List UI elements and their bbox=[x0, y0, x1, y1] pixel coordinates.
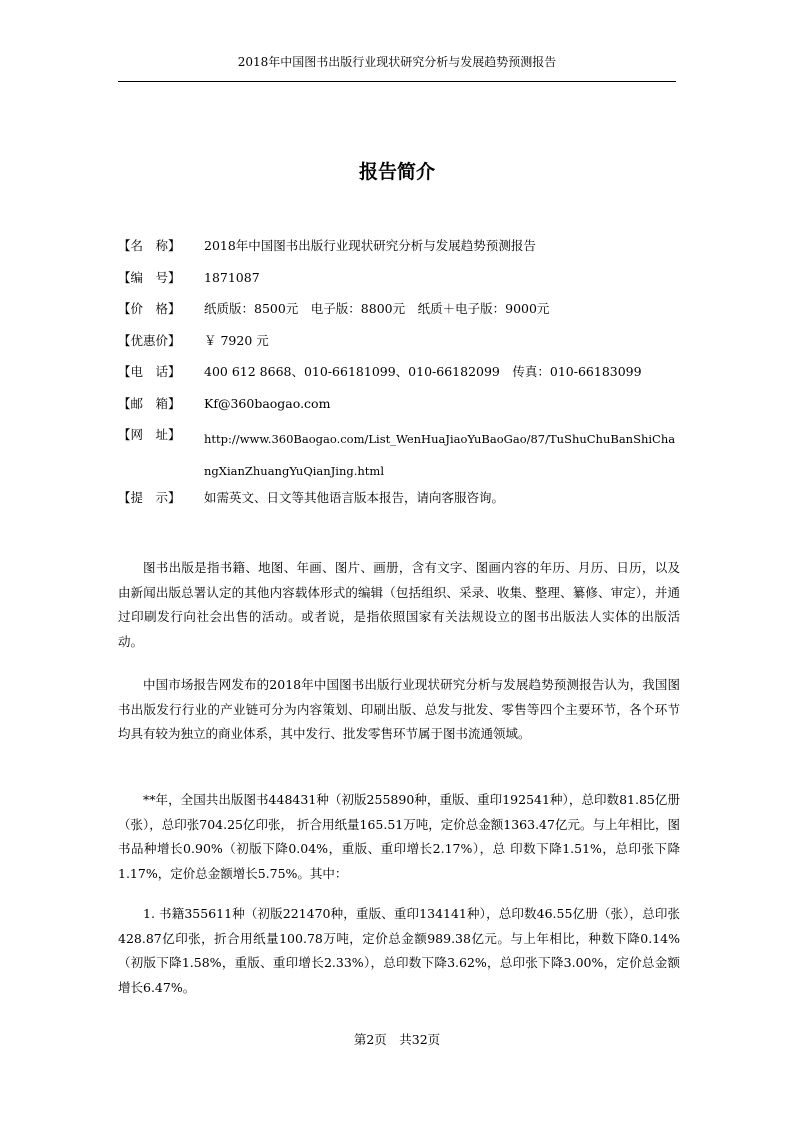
phone-value: 400 612 8668、010-66181099、010-66182099 传真：010-66183099 bbox=[204, 364, 642, 379]
info-row-email bbox=[118, 393, 680, 425]
info-row-price bbox=[118, 298, 680, 330]
info-row-code bbox=[118, 267, 680, 299]
code-value: 1871087 bbox=[204, 269, 260, 285]
tip-label: 【提 示】 bbox=[118, 490, 181, 505]
publishing-stats-paragraph: **年，全国共出版图书448431种（初版255890种，重版、重印192541种），总印数81.85亿册（张），总印张704.25亿印张， 折合用纸量165.51万吨，定价总金额1363.47亿元。与上年相比，图书品种增长0.90%（初版下降0.04%，重版、重印增长2.17%），总 印数下降1.51%，总印张下降1.17%，定价总金额增长5.75%。其中： bbox=[118, 792, 680, 881]
report-info-table bbox=[118, 235, 680, 519]
running-header: 2018年中国图书出版行业现状研究分析与发展趋势预测报告 bbox=[237, 55, 557, 69]
info-row-url bbox=[118, 424, 680, 487]
intro-paragraph: 图书出版是指书籍、地图、年画、图片、画册，含有文字、图画内容的年历、月历、日历，以及由新闻出版总署认定的其他内容载体形式的编辑（包括组织、采录、收集、整理、纂修、审定），并通过印刷发行向社会出售的活动。或者说，是指依照国家有关法规设立的图书出版法人实体的出版活动。 bbox=[118, 560, 680, 649]
discount-label: 【优惠价】 bbox=[118, 332, 181, 348]
info-row-phone bbox=[118, 361, 680, 393]
books-stats-paragraph: 1. 书籍355611种（初版221470种，重版、重印134141种），总印数46.55亿册（张），总印张428.87亿印张，折合用纸量100.78万吨，定价总金额989.38亿元。与上年相比，种数下降0.14%（初版下降1.58%，重版、重印增长2.33%），总印数下降3.62%，总印张下降3.00%，定价总金额增长6.47%。 bbox=[118, 906, 680, 995]
page-number: 第2页 共32页 bbox=[353, 1032, 441, 1047]
email-link[interactable]: Kf@360baogao.com bbox=[204, 395, 331, 411]
info-row-tip bbox=[118, 487, 680, 519]
discount-value: ￥ 7920 元 bbox=[204, 332, 269, 348]
tip-value: 如需英文、日文等其他语言版本报告，请向客服咨询。 bbox=[204, 490, 505, 505]
url-label: 【网 址】 bbox=[118, 427, 181, 442]
name-label: 【名 称】 bbox=[118, 238, 181, 253]
code-label: 【编 号】 bbox=[118, 269, 181, 285]
price-value: 纸质版：8500元 电子版：8800元 纸质＋电子版：9000元 bbox=[204, 301, 550, 316]
email-label: 【邮 箱】 bbox=[118, 395, 181, 411]
page-title: 报告简介 bbox=[358, 161, 435, 183]
price-label: 【价 格】 bbox=[118, 301, 181, 316]
name-value: 2018年中国图书出版行业现状研究分析与发展趋势预测报告 bbox=[204, 238, 536, 253]
header-divider bbox=[118, 81, 676, 82]
phone-label: 【电 话】 bbox=[118, 364, 181, 379]
url-link[interactable]: http://www.360Baogao.com/List_WenHuaJiaoYuBaoGao/87/TuShuChuBanShiChangXianZhuangYuQianJing.html bbox=[204, 432, 676, 478]
industry-chain-paragraph: 中国市场报告网发布的2018年中国图书出版行业现状研究分析与发展趋势预测报告认为，我国图书出版发行行业的产业链可分为内容策划、印刷出版、总发与批发、零售等四个主要环节，各个环节均具有较为独立的商业体系，其中发行、批发零售环节属于图书流通领域。 bbox=[118, 677, 680, 741]
info-row-name bbox=[118, 235, 680, 267]
info-row-discount bbox=[118, 330, 680, 362]
